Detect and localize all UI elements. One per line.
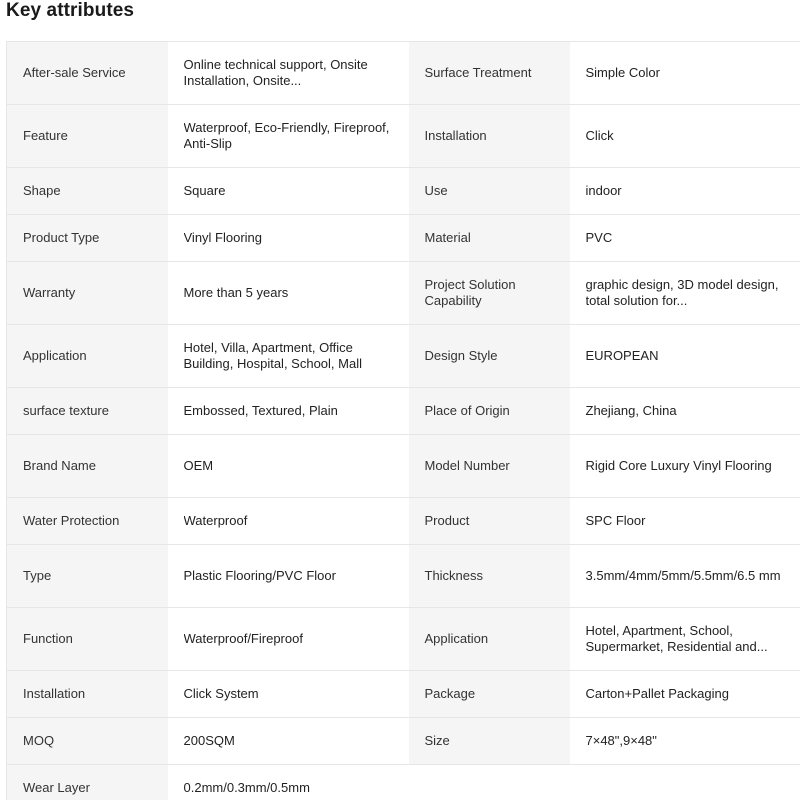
attributes-table (6, 41, 800, 800)
table-row (7, 608, 800, 671)
attribute-label: Type (7, 545, 168, 608)
table-row (7, 671, 800, 718)
attribute-value-text: SPC Floor (585, 513, 646, 528)
attribute-value (570, 718, 800, 765)
attribute-value-text: Waterproof (183, 513, 248, 528)
attribute-value (570, 498, 800, 545)
table-row (7, 262, 800, 325)
attribute-value (570, 545, 800, 608)
attribute-value (570, 168, 800, 215)
attribute-value-text: PVC (585, 230, 613, 245)
attribute-value-text: Carton+Pallet Packaging (585, 686, 729, 701)
table-row (7, 545, 800, 608)
attribute-value (168, 105, 409, 168)
table-row (7, 168, 800, 215)
attribute-label: Use (409, 168, 570, 215)
attribute-value (570, 435, 800, 498)
table-row (7, 215, 800, 262)
attribute-value-text: EUROPEAN (585, 348, 659, 363)
table-row (7, 435, 800, 498)
attribute-value-text: Online technical support, Onsite Installation, Onsite... (183, 57, 368, 88)
attribute-label: Place of Origin (409, 388, 570, 435)
attribute-value (168, 435, 409, 498)
table-row (7, 42, 800, 105)
attribute-value (168, 215, 409, 262)
attribute-value-text: 7×48",9×48" (585, 733, 657, 748)
attribute-value-text: Square (183, 183, 226, 198)
attribute-label-text: Project Solution Capability (424, 277, 516, 308)
attribute-label: Wear Layer (7, 765, 168, 800)
table-row (7, 388, 800, 435)
attribute-label: Application (409, 608, 570, 671)
attribute-value (168, 671, 409, 718)
attribute-value-text: 3.5mm/4mm/5mm/5.5mm/6.5 mm (585, 568, 781, 583)
attribute-value (168, 718, 409, 765)
table-row (7, 498, 800, 545)
attribute-value (570, 262, 800, 325)
attribute-value (570, 388, 800, 435)
attribute-label: Function (7, 608, 168, 671)
attribute-value-text: Waterproof/Fireproof (183, 631, 303, 646)
attribute-value (168, 262, 409, 325)
attribute-label (409, 765, 570, 800)
attribute-label: Application (7, 325, 168, 388)
attribute-label: Product Type (7, 215, 168, 262)
attribute-value (570, 42, 800, 105)
attribute-value (168, 388, 409, 435)
attribute-value-text: More than 5 years (183, 285, 289, 300)
attribute-value (570, 765, 800, 800)
attribute-value (168, 168, 409, 215)
table-row (7, 765, 800, 800)
attribute-label: Model Number (409, 435, 570, 498)
attribute-label: Surface Treatment (409, 42, 570, 105)
attribute-label (409, 262, 570, 325)
attribute-value-text: Simple Color (585, 65, 660, 80)
attribute-label: Design Style (409, 325, 570, 388)
attribute-value (168, 545, 409, 608)
attribute-label: Water Protection (7, 498, 168, 545)
attribute-value (570, 608, 800, 671)
attribute-value (168, 765, 409, 800)
attribute-value (168, 498, 409, 545)
attribute-value (570, 671, 800, 718)
attribute-label: Size (409, 718, 570, 765)
table-row (7, 325, 800, 388)
attribute-value-text: 0.2mm/0.3mm/0.5mm (183, 780, 310, 795)
attribute-label: Material (409, 215, 570, 262)
attribute-value-text: graphic design, 3D model design, total solution for... (585, 277, 779, 308)
attribute-label: Warranty (7, 262, 168, 325)
attribute-value-text: Plastic Flooring/PVC Floor (183, 568, 336, 583)
attribute-label: Shape (7, 168, 168, 215)
attribute-value (570, 215, 800, 262)
attribute-label: Thickness (409, 545, 570, 608)
attribute-label: Feature (7, 105, 168, 168)
attribute-value-text: Waterproof, Eco-Friendly, Fireproof, Anti-Slip (183, 120, 390, 151)
attribute-value-text: Click (585, 128, 614, 143)
attribute-label: MOQ (7, 718, 168, 765)
attribute-label: surface texture (7, 388, 168, 435)
table-row (7, 718, 800, 765)
table-row (7, 105, 800, 168)
attribute-value-text: indoor (585, 183, 622, 198)
attribute-label: Package (409, 671, 570, 718)
attribute-value-text: Zhejiang, China (585, 403, 677, 418)
attribute-label: After-sale Service (7, 42, 168, 105)
attribute-label: Installation (7, 671, 168, 718)
attribute-value-text: Hotel, Villa, Apartment, Office Building, Hospital, School, Mall (183, 340, 362, 371)
attribute-value-text: Embossed, Textured, Plain (183, 403, 338, 418)
attribute-value-text: OEM (183, 458, 214, 473)
attribute-value-text: Rigid Core Luxury Vinyl Flooring (585, 458, 772, 473)
attribute-value (570, 325, 800, 388)
attribute-label: Brand Name (7, 435, 168, 498)
section-title: Key attributes (6, 0, 135, 21)
attribute-value-text: Vinyl Flooring (183, 230, 263, 245)
attribute-value (168, 42, 409, 105)
attribute-value-text: 200SQM (183, 733, 235, 748)
attribute-value (570, 105, 800, 168)
attribute-value (168, 325, 409, 388)
attribute-value-text: Hotel, Apartment, School, Supermarket, Residential and... (585, 623, 768, 654)
attribute-label: Product (409, 498, 570, 545)
attribute-label: Installation (409, 105, 570, 168)
attribute-value (168, 608, 409, 671)
attribute-value-text: Click System (183, 686, 259, 701)
